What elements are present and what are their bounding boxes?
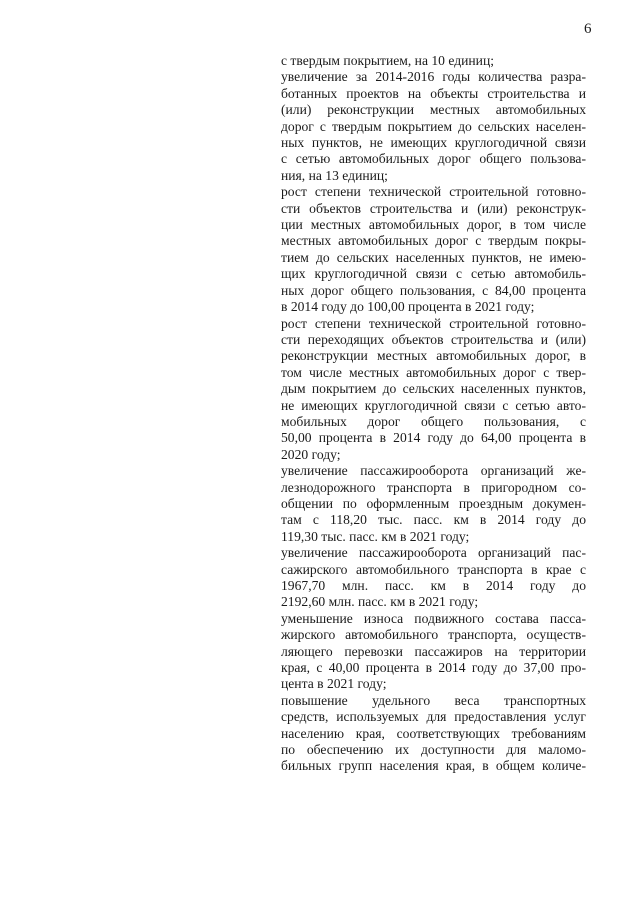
text-line: сти переходящих объектов строительства и (или)	[281, 331, 586, 347]
text-line: ных пунктов, не имеющих круглогодичной связи	[281, 135, 586, 151]
text-line: мобильных дорог общего пользования, с	[281, 413, 586, 429]
text-line: тием до сельских населенных пунктов, не имею-	[281, 249, 586, 265]
text-line: ляющего перевозки пассажиров на территории	[281, 643, 586, 659]
text-line: щих круглогодичной связи с сетью автомобиль-	[281, 266, 586, 282]
paragraph	[281, 611, 586, 693]
text-line: рост степени технической строительной готовно-	[281, 315, 586, 331]
text-line: по обеспечению их доступности для маломо-	[281, 742, 586, 758]
text-line: дорог с твердым покрытием до сельских населен-	[281, 118, 586, 134]
text-line: сти объектов строительства и (или) реконструк-	[281, 200, 586, 216]
text-line: ных дорог общего пользования, с 84,00 процента	[281, 282, 586, 298]
text-line: общении по оформленным проездным докумен-	[281, 495, 586, 511]
page-number: 6	[584, 21, 592, 37]
text-line: бильных групп населения края, в общем количе-	[281, 758, 586, 774]
text-line: с сетью автомобильных дорог общего пользова-	[281, 151, 586, 167]
text-line: ции местных автомобильных дорог, в том числе	[281, 217, 586, 233]
text-line: реконструкции местных автомобильных дорог, в	[281, 348, 586, 364]
paragraph	[281, 184, 586, 315]
text-line: уменьшение износа подвижного состава пасса-	[281, 610, 586, 626]
text-line: лезнодорожного транспорта в пригородном со-	[281, 479, 586, 495]
text-line: рост степени технической строительной готовно-	[281, 184, 586, 200]
text-line: 1967,70 млн. пасс. км в 2014 году до	[281, 578, 586, 593]
paragraph	[281, 69, 586, 184]
text-line: 50,00 процента в 2014 году до 64,00 процента в	[281, 430, 586, 446]
text-line: там с 118,20 тыс. пасс. км в 2014 году до	[281, 512, 586, 528]
text-line: сажирского автомобильного транспорта в крае с	[281, 561, 586, 577]
text-line: края, с 40,00 процента в 2014 году до 37,00 про-	[281, 660, 586, 676]
text-line: том числе местных автомобильных дорог с твер-	[281, 364, 586, 380]
text-line: увеличение за 2014-2016 годы количества разра-	[281, 69, 586, 85]
paragraph	[281, 53, 586, 69]
text-line: повышение удельного веса транспортных	[281, 692, 586, 708]
paragraph	[281, 316, 586, 464]
text-line: ботанных проектов на объекты строительства и	[281, 85, 586, 101]
paragraph	[281, 463, 586, 545]
text-line: (или) реконструкции местных автомобильных	[281, 102, 586, 118]
text-line: ния, на 13 единиц;	[281, 167, 388, 183]
paragraph	[281, 545, 586, 611]
document-body	[281, 53, 586, 775]
text-line: не имеющих круглогодичной связи с сетью авто-	[281, 397, 586, 413]
text-line: с твердым покрытием, на 10 единиц;	[281, 53, 495, 68]
text-line: средств, используемых для предоставления услуг	[281, 709, 586, 725]
text-line: увеличение пассажирооборота организаций же-	[281, 463, 586, 479]
text-line: в 2014 году до 100,00 процента в 2021 году;	[281, 299, 535, 315]
paragraph	[281, 693, 586, 775]
text-line: местных автомобильных дорог с твердым покры-	[281, 233, 586, 249]
text-line: 119,30 тыс. пасс. км в 2021 году;	[281, 528, 470, 544]
text-line: дым покрытием до сельских населенных пунктов,	[281, 381, 586, 397]
text-line: 2192,60 млн. пасс. км в 2021 году;	[281, 594, 479, 610]
text-line: жирского автомобильного транспорта, осуществ-	[281, 627, 586, 643]
text-line: увеличение пассажирооборота организаций пас-	[281, 545, 586, 561]
text-line: 2020 году;	[281, 446, 341, 462]
text-line: цента в 2021 году;	[281, 676, 387, 692]
text-line: населению края, соответствующих требованиям	[281, 725, 586, 741]
